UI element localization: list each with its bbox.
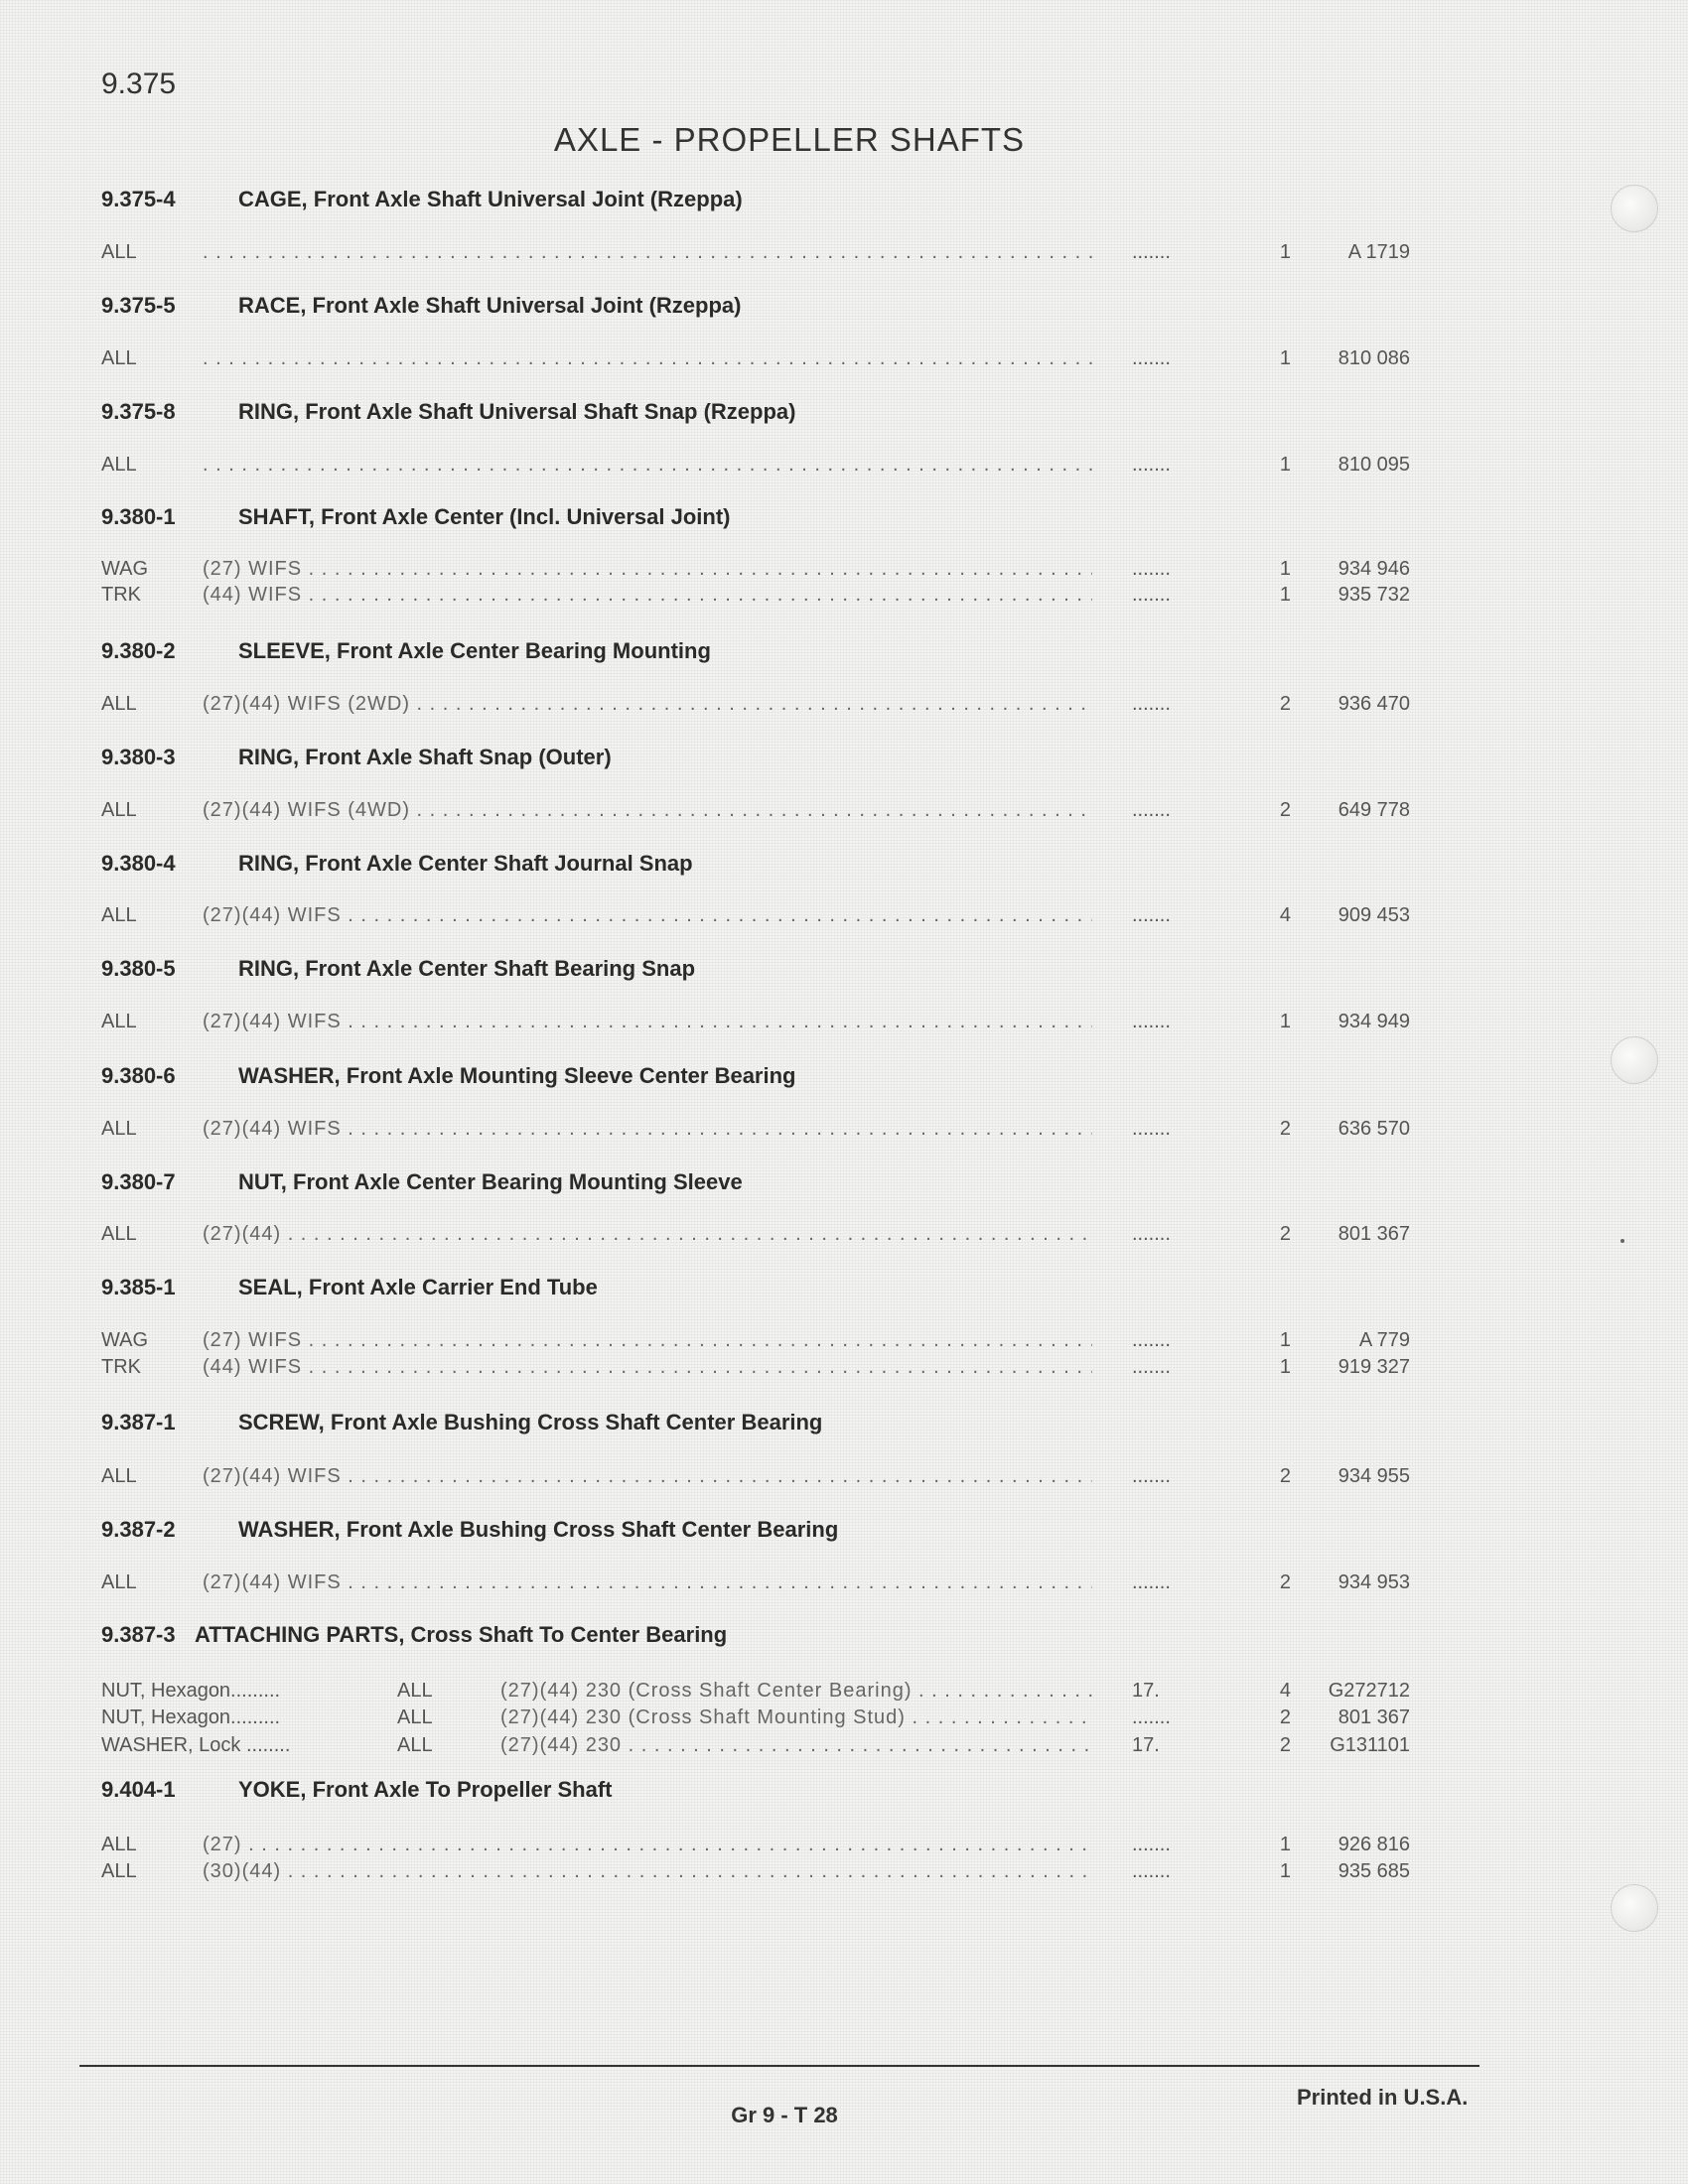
row-part-number: 934 946	[1337, 558, 1410, 580]
row-quantity: 1	[1279, 1356, 1291, 1378]
footer-printed-note: Printed in U.S.A.	[1297, 2085, 1469, 2110]
part-group-description: SCREW, Front Axle Bushing Cross Shaft Center Bearing	[238, 1410, 823, 1434]
row-model: ALL	[101, 1223, 137, 1245]
row-spec-text: (27)(44) WIFS	[203, 1118, 342, 1140]
part-group-number: 9.387-3	[101, 1622, 176, 1647]
part-group-header	[0, 1275, 1688, 1308]
row-model: WAG	[101, 1329, 149, 1351]
part-group-header	[0, 1777, 1688, 1811]
part-group-header	[0, 638, 1688, 672]
part-group-number: 9.387-2	[101, 1517, 176, 1542]
row-reference: .......	[1132, 1571, 1171, 1593]
row-spec-text: (27)(44) WIFS	[203, 904, 342, 926]
row-model: ALL	[397, 1680, 433, 1702]
row-reference: .......	[1132, 1356, 1171, 1378]
row-spec-text: (27)(44) WIFS (4WD)	[203, 799, 410, 821]
section-number: 9.375	[101, 68, 177, 100]
parts-row	[0, 1860, 1688, 1888]
row-spec-text: (27)(44) WIFS	[203, 1011, 342, 1032]
parts-row	[0, 454, 1688, 481]
row-spec	[203, 1329, 1092, 1352]
row-model: ALL	[397, 1734, 433, 1756]
row-spec	[203, 1356, 1092, 1379]
part-group-number: 9.380-3	[101, 745, 176, 769]
attaching-part-name: NUT, Hexagon.........	[101, 1706, 281, 1728]
parts-row	[0, 584, 1688, 612]
row-quantity: 1	[1279, 1329, 1291, 1351]
part-group-description: WASHER, Front Axle Mounting Sleeve Center Bearing	[238, 1063, 796, 1088]
part-group-number: 9.380-7	[101, 1169, 176, 1194]
row-quantity: 1	[1279, 454, 1291, 476]
row-spec	[203, 1860, 1092, 1883]
row-spec-text: (27)(44) WIFS	[203, 1571, 342, 1593]
part-group-description: YOKE, Front Axle To Propeller Shaft	[238, 1777, 613, 1802]
part-group-header	[0, 1410, 1688, 1443]
row-part-number: G131101	[1330, 1734, 1410, 1756]
row-part-number: 926 816	[1337, 1834, 1410, 1855]
row-spec	[203, 558, 1092, 581]
row-spec-text: (27)(44)	[203, 1223, 282, 1245]
row-reference: .......	[1132, 1706, 1171, 1728]
row-model: ALL	[101, 1118, 137, 1140]
part-group-number: 9.380-4	[101, 851, 176, 876]
part-group-header	[0, 956, 1688, 990]
row-quantity: 2	[1279, 693, 1291, 715]
row-spec	[203, 799, 1092, 822]
part-group-description: RING, Front Axle Shaft Snap (Outer)	[238, 745, 612, 769]
row-part-number: A 779	[1358, 1329, 1410, 1351]
row-spec-text: (27)(44) 230 (Cross Shaft Mounting Stud)	[500, 1706, 906, 1728]
parts-row	[0, 1734, 1688, 1762]
row-model: ALL	[397, 1706, 433, 1728]
row-model: ALL	[101, 1011, 137, 1032]
row-spec-text: (30)(44)	[203, 1860, 282, 1882]
part-group-number: 9.387-1	[101, 1410, 176, 1434]
parts-row	[0, 693, 1688, 721]
row-reference: .......	[1132, 584, 1171, 606]
parts-row	[0, 1834, 1688, 1861]
row-reference: .......	[1132, 799, 1171, 821]
parts-row	[0, 904, 1688, 932]
parts-row	[0, 1118, 1688, 1146]
row-spec-text: (27)(44) WIFS (2WD)	[203, 693, 410, 715]
row-part-number: 649 778	[1337, 799, 1410, 821]
part-group-header	[0, 1169, 1688, 1203]
row-part-number: A 1719	[1347, 241, 1410, 263]
row-quantity: 2	[1279, 1706, 1291, 1728]
parts-row	[0, 347, 1688, 375]
row-part-number: 810 086	[1337, 347, 1410, 369]
parts-row	[0, 1223, 1688, 1251]
row-part-number: 636 570	[1337, 1118, 1410, 1140]
attaching-part-name: NUT, Hexagon.........	[101, 1680, 281, 1702]
row-spec	[500, 1680, 1092, 1703]
row-reference: .......	[1132, 693, 1171, 715]
parts-row	[0, 1011, 1688, 1038]
row-part-number: 801 367	[1337, 1706, 1410, 1728]
footer-group-number: Gr 9 - T 28	[731, 2103, 838, 2127]
row-quantity: 4	[1279, 1680, 1291, 1702]
row-quantity: 2	[1279, 1571, 1291, 1593]
row-reference: .......	[1132, 347, 1171, 369]
parts-row	[0, 799, 1688, 827]
row-quantity: 1	[1279, 558, 1291, 580]
row-spec	[203, 347, 1092, 370]
row-reference: .......	[1132, 1860, 1171, 1882]
part-group-number: 9.385-1	[101, 1275, 176, 1299]
parts-row	[0, 1329, 1688, 1357]
row-spec	[203, 693, 1092, 716]
row-quantity: 2	[1279, 799, 1291, 821]
part-group-number: 9.380-2	[101, 638, 176, 663]
row-part-number: 934 949	[1337, 1011, 1410, 1032]
row-spec-text: (27) WIFS	[203, 558, 303, 580]
row-reference: .......	[1132, 454, 1171, 476]
row-quantity: 2	[1279, 1734, 1291, 1756]
part-group-header	[0, 1622, 1688, 1656]
row-spec	[203, 1465, 1092, 1488]
part-group-header	[0, 1517, 1688, 1551]
row-part-number: 936 470	[1337, 693, 1410, 715]
row-model: ALL	[101, 1571, 137, 1593]
part-group-description: RING, Front Axle Shaft Universal Shaft Snap (Rzeppa)	[238, 399, 796, 424]
row-quantity: 1	[1279, 241, 1291, 263]
row-model: ALL	[101, 1834, 137, 1855]
part-group-header	[0, 187, 1688, 220]
row-spec	[203, 584, 1092, 607]
part-group-description: SHAFT, Front Axle Center (Incl. Universal Joint)	[238, 504, 731, 529]
row-model: ALL	[101, 1860, 137, 1882]
part-group-description: SEAL, Front Axle Carrier End Tube	[238, 1275, 598, 1299]
row-quantity: 4	[1279, 904, 1291, 926]
row-part-number: 801 367	[1337, 1223, 1410, 1245]
part-group-number: 9.380-5	[101, 956, 176, 981]
row-spec	[203, 454, 1092, 477]
row-spec	[203, 1834, 1092, 1856]
part-group-header	[0, 745, 1688, 778]
part-group-header	[0, 851, 1688, 885]
row-model: ALL	[101, 241, 137, 263]
row-spec	[203, 241, 1092, 264]
part-group-description: RING, Front Axle Center Shaft Bearing Snap	[238, 956, 696, 981]
part-group-number: 9.375-4	[101, 187, 176, 211]
attaching-part-name: WASHER, Lock ........	[101, 1734, 291, 1756]
row-spec-text: (27)	[203, 1834, 242, 1855]
row-model: ALL	[101, 904, 137, 926]
row-part-number: 935 732	[1337, 584, 1410, 606]
row-reference: .......	[1132, 1223, 1171, 1245]
parts-row	[0, 1571, 1688, 1599]
row-reference: .......	[1132, 1329, 1171, 1351]
row-spec	[500, 1706, 1092, 1729]
row-reference: .......	[1132, 1011, 1171, 1032]
parts-row	[0, 1706, 1688, 1734]
row-quantity: 1	[1279, 584, 1291, 606]
row-model: TRK	[101, 584, 141, 606]
row-reference: .......	[1132, 1465, 1171, 1487]
part-group-description: NUT, Front Axle Center Bearing Mounting Sleeve	[238, 1169, 743, 1194]
row-spec-text: (27)(44) 230	[500, 1734, 623, 1756]
part-group-description: RACE, Front Axle Shaft Universal Joint (Rzeppa)	[238, 293, 742, 318]
row-part-number: 919 327	[1337, 1356, 1410, 1378]
parts-row	[0, 1356, 1688, 1384]
row-reference: .......	[1132, 1834, 1171, 1855]
row-spec	[203, 904, 1092, 927]
part-group-number: 9.380-1	[101, 504, 176, 529]
row-model: ALL	[101, 799, 137, 821]
part-group-number: 9.380-6	[101, 1063, 176, 1088]
row-spec	[203, 1011, 1092, 1033]
row-spec-text: (27) WIFS	[203, 1329, 303, 1351]
row-reference: 17.	[1132, 1734, 1160, 1756]
row-quantity: 1	[1279, 1834, 1291, 1855]
row-quantity: 1	[1279, 1860, 1291, 1882]
page-title: AXLE - PROPELLER SHAFTS	[553, 121, 1026, 158]
part-group-description: WASHER, Front Axle Bushing Cross Shaft Center Bearing	[238, 1517, 839, 1542]
row-part-number: 810 095	[1337, 454, 1410, 476]
row-quantity: 1	[1279, 347, 1291, 369]
part-group-description: ATTACHING PARTS, Cross Shaft To Center Bearing	[195, 1622, 728, 1647]
parts-row	[0, 558, 1688, 586]
part-group-description: RING, Front Axle Center Shaft Journal Snap	[238, 851, 693, 876]
row-reference: .......	[1132, 241, 1171, 263]
part-group-number: 9.375-8	[101, 399, 176, 424]
part-group-number: 9.404-1	[101, 1777, 176, 1802]
row-reference: .......	[1132, 904, 1171, 926]
part-group-header	[0, 504, 1688, 538]
parts-row	[0, 1465, 1688, 1493]
row-model: ALL	[101, 454, 137, 476]
row-reference: 17.	[1132, 1680, 1160, 1702]
row-reference: .......	[1132, 558, 1171, 580]
part-group-description: SLEEVE, Front Axle Center Bearing Mounting	[238, 638, 711, 663]
row-model: ALL	[101, 347, 137, 369]
row-part-number: 935 685	[1337, 1860, 1410, 1882]
row-part-number: G272712	[1328, 1680, 1410, 1702]
row-quantity: 1	[1279, 1011, 1291, 1032]
row-model: ALL	[101, 693, 137, 715]
row-spec-text: (27)(44) 230 (Cross Shaft Center Bearing)	[500, 1680, 913, 1702]
row-spec-text: (27)(44) WIFS	[203, 1465, 342, 1487]
part-group-header	[0, 1063, 1688, 1097]
part-group-header	[0, 293, 1688, 327]
row-reference: .......	[1132, 1118, 1171, 1140]
parts-row	[0, 1680, 1688, 1707]
row-spec-text: (44) WIFS	[203, 1356, 303, 1378]
row-quantity: 2	[1279, 1118, 1291, 1140]
binder-hole-bottom	[1611, 1884, 1658, 1932]
row-part-number: 909 453	[1337, 904, 1410, 926]
footer-rule	[79, 2065, 1479, 2067]
part-group-header	[0, 399, 1688, 433]
row-spec	[203, 1118, 1092, 1141]
row-spec	[500, 1734, 1092, 1757]
row-spec-text: (44) WIFS	[203, 584, 303, 606]
part-group-description: CAGE, Front Axle Shaft Universal Joint (Rzeppa)	[238, 187, 743, 211]
part-group-number: 9.375-5	[101, 293, 176, 318]
row-model: ALL	[101, 1465, 137, 1487]
row-part-number: 934 953	[1337, 1571, 1410, 1593]
row-model: WAG	[101, 558, 149, 580]
row-quantity: 2	[1279, 1223, 1291, 1245]
row-quantity: 2	[1279, 1465, 1291, 1487]
row-spec	[203, 1571, 1092, 1594]
row-spec	[203, 1223, 1092, 1246]
parts-row	[0, 241, 1688, 269]
row-model: TRK	[101, 1356, 141, 1378]
row-part-number: 934 955	[1337, 1465, 1410, 1487]
